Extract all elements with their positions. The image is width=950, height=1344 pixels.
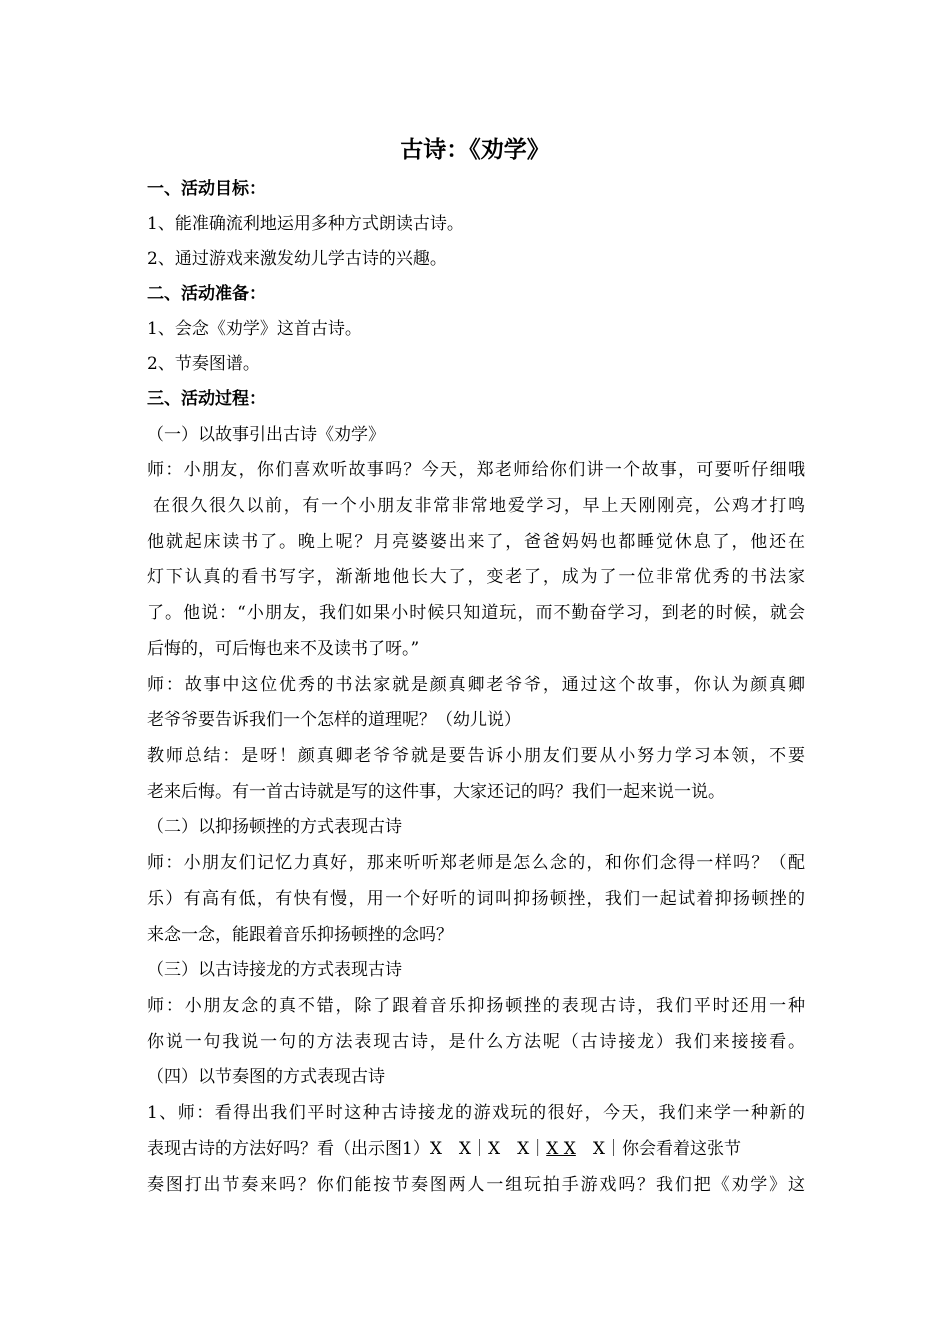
subsection-heading: （四）以节奏图的方式表现古诗 <box>147 1067 385 1087</box>
paragraph-line: 师：小朋友，你们喜欢听故事吗？今天，郑老师给你们讲一个故事，可要听仔细哦 <box>147 460 805 480</box>
list-item: 2、通过游戏来激发幼儿学古诗的兴趣。 <box>147 249 447 269</box>
section-heading-preparation: 二、活动准备： <box>147 284 266 304</box>
paragraph-line: 后悔的，可后悔也来不及读书了呀。” <box>147 639 420 659</box>
paragraph-line: 乐）有高有低，有快有慢，用一个好听的词叫抑扬顿挫，我们一起试着抑扬顿挫的 <box>147 889 805 909</box>
paragraph-line: 你说一句我说一句的方法表现古诗，是什么方法呢（古诗接龙）我们来接接看。 <box>147 1032 805 1052</box>
paragraph-line: 来念一念，能跟着音乐抑扬顿挫的念吗？ <box>147 925 453 945</box>
paragraph-line: 了。他说：“小朋友，我们如果小时候只知道玩，而不勤奋学习，到老的时候，就会 <box>147 603 805 623</box>
paragraph-line: 教师总结：是呀！颜真卿老爷爷就是要告诉小朋友们要从小努力学习本领，不要 <box>147 746 805 766</box>
paragraph-line: 1、师：看得出我们平时这种古诗接龙的游戏玩的很好，今天，我们来学一种新的 <box>147 1103 805 1123</box>
section-heading-process: 三、活动过程： <box>147 389 266 409</box>
rhythm-line <box>147 1137 741 1161</box>
paragraph-line: 师：故事中这位优秀的书法家就是颜真卿老爷爷，通过这个故事，你认为颜真卿 <box>147 675 805 695</box>
rhythm-text-before: 表现古诗的方法好吗？看（出示图1）X X｜X X｜ <box>147 1139 547 1159</box>
paragraph-line: 奏图打出节奏来吗？你们能按节奏图两人一组玩拍手游戏吗？我们把《劝学》这 <box>147 1175 805 1195</box>
list-item: 2、节奏图谱。 <box>147 354 260 374</box>
subsection-heading: （一）以故事引出古诗《劝学》 <box>147 425 385 445</box>
paragraph-line: 师：小朋友们记忆力真好，那来听听郑老师是怎么念的，和你们念得一样吗？（配 <box>147 853 805 873</box>
rhythm-underlined-notes: X X <box>546 1139 576 1159</box>
page-title: 古诗：《劝学》 <box>400 136 550 163</box>
paragraph-line: 老来后悔。有一首古诗就是写的这件事，大家还记的吗？我们一起来说一说。 <box>147 782 725 802</box>
paragraph-line: 在很久很久以前，有一个小朋友非常非常地爱学习，早上天刚刚亮，公鸡才打鸣 <box>153 496 805 516</box>
list-item: 1、能准确流利地运用多种方式朗读古诗。 <box>147 214 464 234</box>
paragraph-line: 师：小朋友念的真不错，除了跟着音乐抑扬顿挫的表现古诗，我们平时还用一种 <box>147 996 805 1016</box>
rhythm-text-after: X｜你会看着这张节 <box>575 1139 741 1159</box>
paragraph-line: 他就起床读书了。晚上呢？月亮婆婆出来了，爸爸妈妈也都睡觉休息了，他还在 <box>147 532 805 552</box>
paragraph-line: 老爷爷要告诉我们一个怎样的道理呢？（幼儿说） <box>147 710 521 730</box>
paragraph-line: 灯下认真的看书写字，渐渐地他长大了，变老了，成为了一位非常优秀的书法家 <box>147 567 805 587</box>
list-item: 1、会念《劝学》这首古诗。 <box>147 319 362 339</box>
subsection-heading: （三）以古诗接龙的方式表现古诗 <box>147 960 402 980</box>
section-heading-goals: 一、活动目标： <box>147 179 266 199</box>
subsection-heading: （二）以抑扬顿挫的方式表现古诗 <box>147 817 402 837</box>
